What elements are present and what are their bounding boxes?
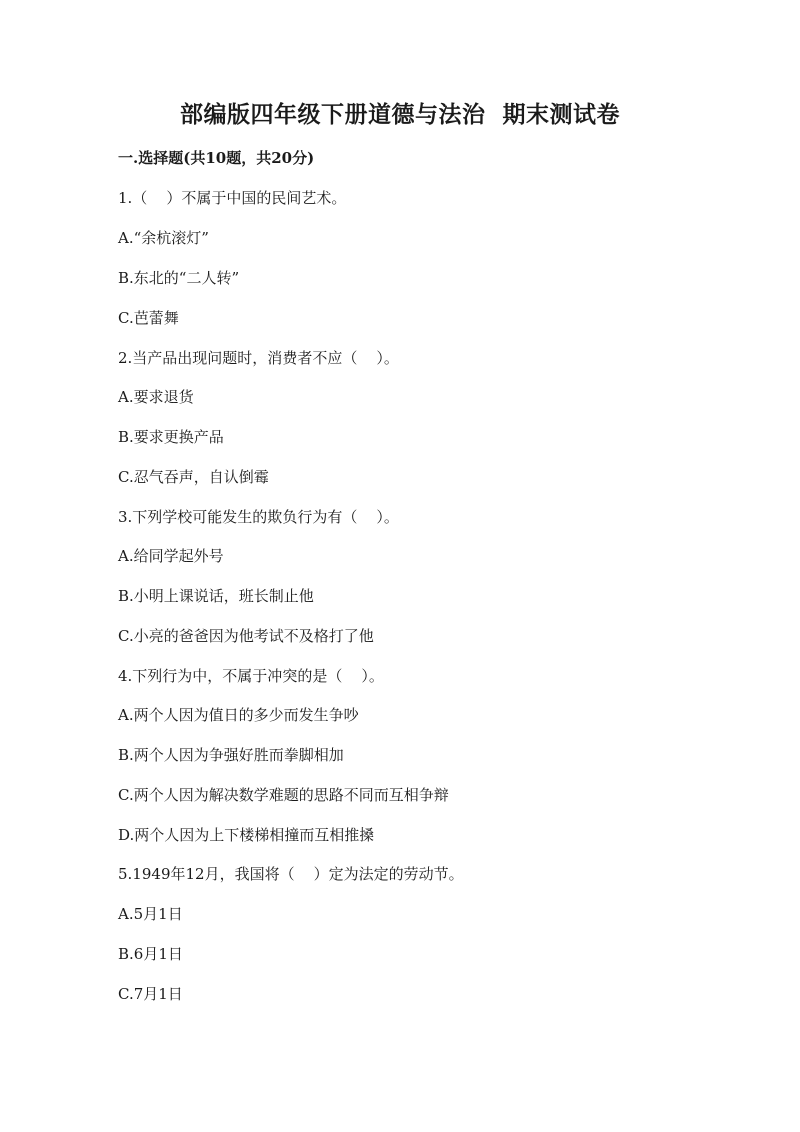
question-5-option-a: A.5月1日	[118, 905, 183, 923]
question-3-option-b: B.小明上课说话，班长制止他	[118, 587, 314, 605]
question-4-stem: 4.下列行为中，不属于冲突的是（ ）。	[118, 667, 384, 685]
question-5-option-c: C.7月1日	[118, 985, 183, 1003]
question-5-option-b: B.6月1日	[118, 945, 183, 963]
question-2-option-c: C.忍气吞声，自认倒霉	[118, 468, 269, 486]
question-1-option-c: C.芭蕾舞	[118, 309, 179, 327]
question-2-option-a: A.要求退货	[118, 388, 194, 406]
question-1-option-a: A.“余杭滚灯”	[118, 229, 209, 247]
page-title: 部编版四年级下册道德与法治 期末测试卷	[179, 101, 620, 128]
question-3-option-c: C.小亮的爸爸因为他考试不及格打了他	[118, 627, 374, 645]
question-1-stem: 1.（ ）不属于中国的民间艺术。	[118, 189, 347, 207]
section-heading: 一.选择题(共10题，共20分)	[118, 149, 315, 167]
question-3-stem: 3.下列学校可能发生的欺负行为有（ ）。	[118, 508, 399, 526]
question-5-stem: 5.1949年12月，我国将（ ）定为法定的劳动节。	[118, 865, 464, 883]
question-4-option-b: B.两个人因为争强好胜而拳脚相加	[118, 746, 344, 764]
question-3-option-a: A.给同学起外号	[118, 547, 224, 565]
question-1-option-b: B.东北的“二人转”	[118, 269, 240, 287]
question-4-option-c: C.两个人因为解决数学难题的思路不同而互相争辩	[118, 786, 449, 804]
question-4-option-d: D.两个人因为上下楼梯相撞而互相推搡	[118, 826, 375, 844]
question-2-option-b: B.要求更换产品	[118, 428, 224, 446]
question-4-option-a: A.两个人因为值日的多少而发生争吵	[118, 706, 359, 724]
question-2-stem: 2.当产品出现问题时，消费者不应（ ）。	[118, 349, 399, 367]
